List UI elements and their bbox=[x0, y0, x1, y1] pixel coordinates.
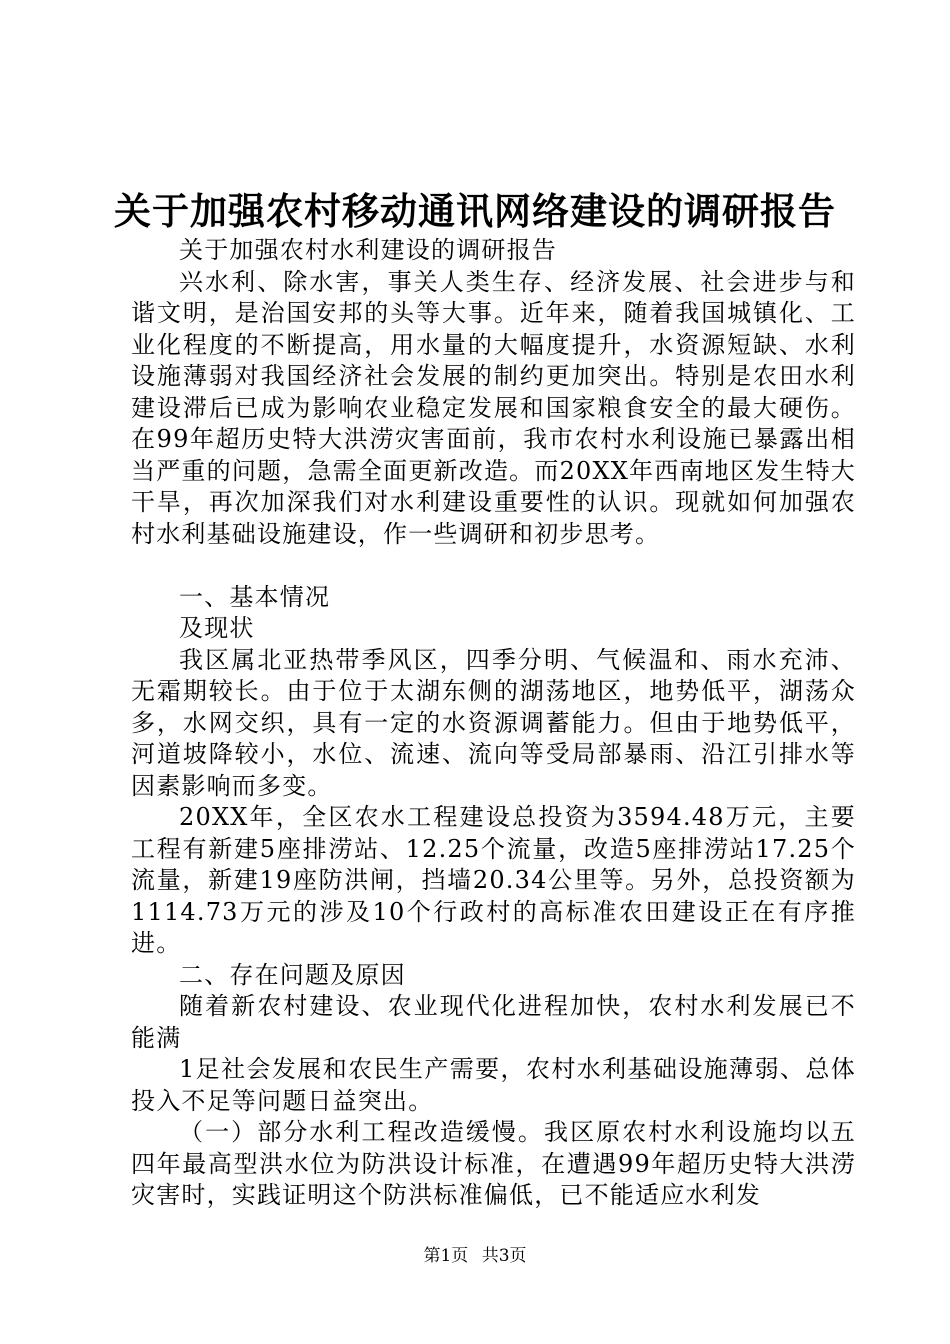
paragraph-problem-one: （一）部分水利工程改造缓慢。我区原农村水利设施均以五四年最高型洪水位为防洪设计标准，在遭遇99年超历史特大洪涝灾害时，实践证明这个防洪标准偏低，已不能适应水利发 bbox=[131, 1118, 856, 1209]
paragraph-climate: 我区属北亚热带季风区，四季分明、气候温和、雨水充沛、无霜期较长。由于位于太湖东侧的湖荡地区，地势低平，湖荡众多，水网交织，具有一定的水资源调蓄能力。但由于地势低平，河道坡降较小，水位、流速、流向等受局部暴雨、沿江引排水等因素影响而多变。 bbox=[131, 645, 856, 800]
paragraph-subtitle: 关于加强农村水利建设的调研报告 bbox=[179, 236, 557, 264]
page-total: 共3页 bbox=[481, 1246, 527, 1266]
page-footer bbox=[0, 1245, 950, 1267]
paragraph-problems-intro: 随着新农村建设、农业现代化进程加快，农村水利发展已不能满 bbox=[131, 992, 856, 1052]
section-heading-status: 及现状 bbox=[179, 614, 255, 642]
document-body bbox=[131, 235, 856, 1212]
paragraph-problems-cont: 1足社会发展和农民生产需要，农村水利基础设施薄弱、总体投入不足等问题日益突出。 bbox=[131, 1055, 856, 1115]
paragraph-investment: 20XX年，全区农水工程建设总投资为3594.48万元，主要工程有新建5座排涝站、12.25个流量，改造5座排涝站17.25个流量，新建19座防洪闸，挡墙20.34公里等。另外，总投资额为1114.73万元的涉及10个行政村的高标准农田建设正在有序推进。 bbox=[131, 803, 856, 957]
paragraph-intro: 兴水利、除水害，事关人类生存、经济发展、社会进步与和谐文明，是治国安邦的头等大事。近年来，随着我国城镇化、工业化程度的不断提高，用水量的大幅度提升，水资源短缺、水利设施薄弱对我国经济社会发展的制约更加突出。特别是农田水利建设滞后已成为影响农业稳定发展和国家粮食安全的最大硬伤。在99年超历史特大洪涝灾害面前，我市农村水利设施已暴露出相当严重的问题，急需全面更新改造。而20XX年西南地区发生特大干旱，再次加深我们对水利建设重要性的认识。现就如何加强农村水利基础设施建设，作一些调研和初步思考。 bbox=[131, 267, 856, 548]
section-heading-problems: 二、存在问题及原因 bbox=[179, 960, 406, 989]
section-heading-basic: 一、基本情况 bbox=[179, 582, 331, 611]
page-number: 第1页 bbox=[423, 1246, 469, 1266]
document-title: 关于加强农村移动通讯网络建设的调研报告 bbox=[114, 189, 836, 233]
